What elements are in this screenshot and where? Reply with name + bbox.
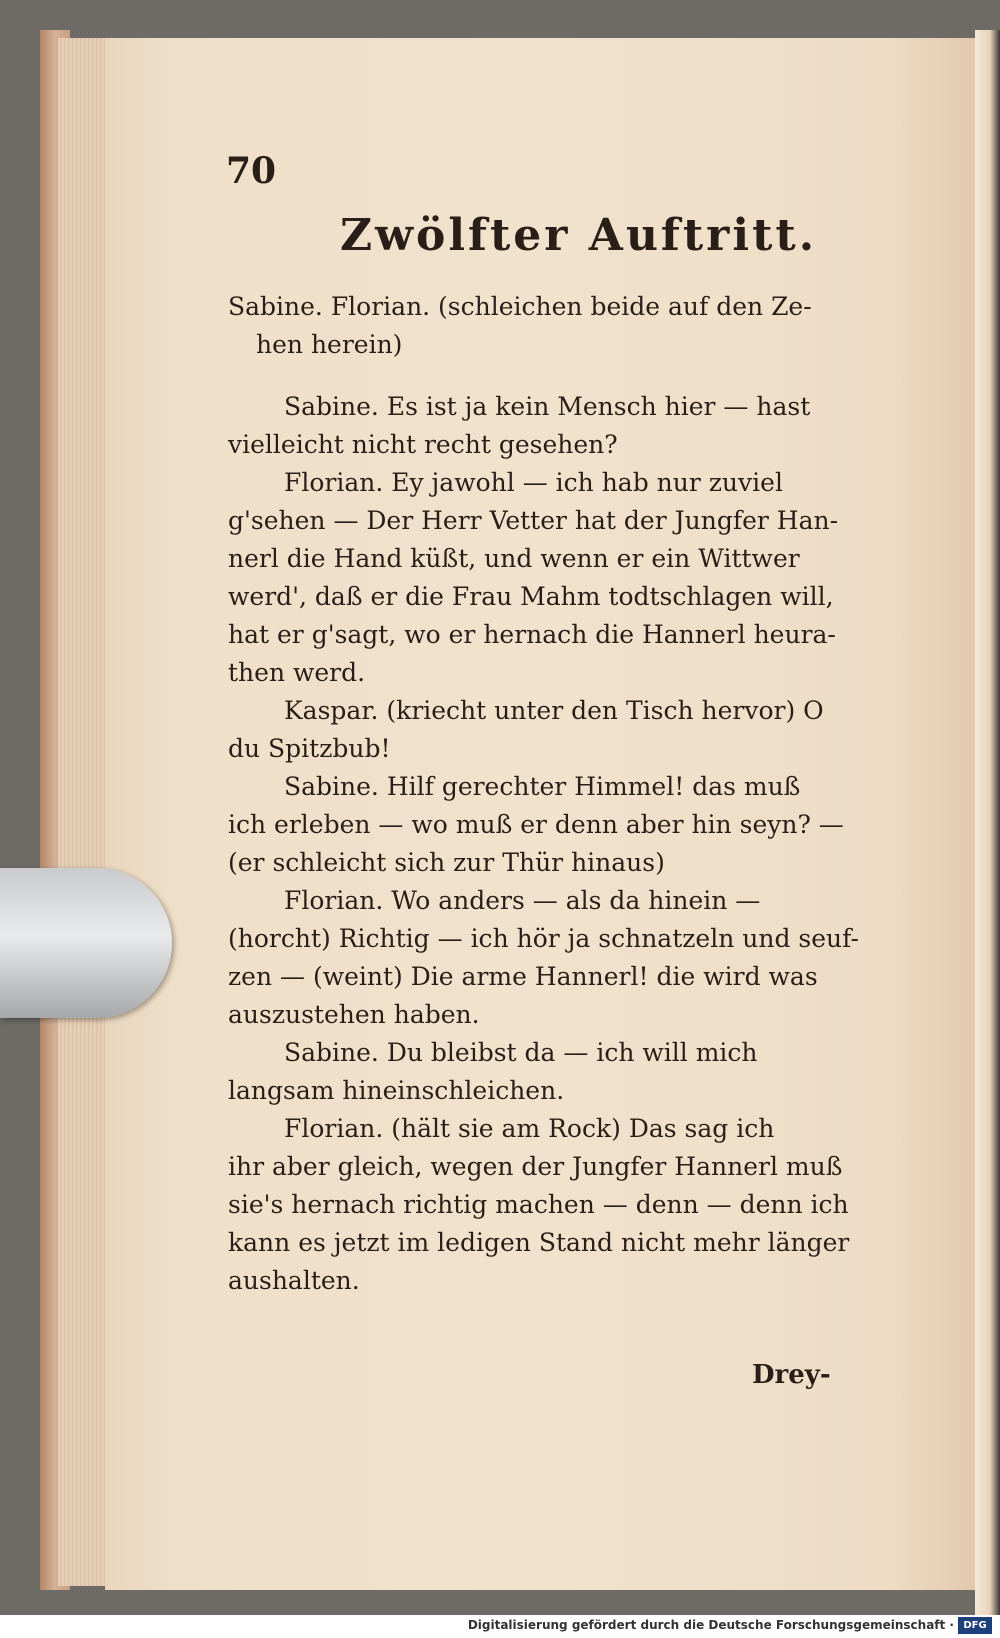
text-line: werd', daß er die Frau Mahm todtschlagen will, (228, 582, 834, 611)
text-line: (er schleicht sich zur Thür hinaus) (228, 848, 665, 877)
catchword: Drey- (752, 1360, 831, 1390)
footer-bar (0, 1615, 1000, 1638)
text-line: Sabine. Florian. (schleichen beide auf den Ze- (228, 292, 812, 321)
page-number: 70 (226, 150, 277, 192)
text-line: sie's hernach richtig machen — denn — denn ich (228, 1190, 849, 1219)
text-line: vielleicht nicht recht gesehen? (228, 430, 618, 459)
footer-credit: Digitalisierung gefördert durch die Deutsche Forschungsgemeinschaft · (467, 1618, 954, 1632)
text-line: Sabine. Es ist ja kein Mensch hier — hast (284, 392, 811, 421)
text-line: auszustehen haben. (228, 1000, 480, 1029)
text-line: Florian. Wo anders — als da hinein — (284, 886, 761, 915)
page-clamp (0, 868, 172, 1018)
text-line: hat er g'sagt, wo er hernach die Hannerl heura- (228, 620, 836, 649)
text-line: Sabine. Hilf gerechter Himmel! das muß (284, 772, 801, 801)
text-line: kann es jetzt im ledigen Stand nicht mehr länger (228, 1228, 850, 1257)
text-line: Florian. Ey jawohl — ich hab nur zuviel (284, 468, 783, 497)
text-block (228, 288, 812, 364)
text-line: g'sehen — Der Herr Vetter hat der Jungfer Han- (228, 506, 839, 535)
text-line: then werd. (228, 658, 366, 687)
text-line: ich erleben — wo muß er denn aber hin seyn? — (228, 810, 844, 839)
text-line: nerl die Hand küßt, und wenn er ein Wittwer (228, 544, 800, 573)
text-line: Kaspar. (kriecht unter den Tisch hervor) O (284, 696, 824, 725)
facing-page-edge (975, 30, 1000, 1615)
text-block (228, 388, 859, 1300)
dfg-logo: DFG (958, 1617, 992, 1634)
text-line: (horcht) Richtig — ich hör ja schnatzeln und seuf- (228, 924, 859, 953)
text-line: langsam hineinschleichen. (228, 1076, 565, 1105)
text-line: zen — (weint) Die arme Hannerl! die wird was (228, 962, 818, 991)
text-line: du Spitzbub! (228, 734, 391, 763)
text-line: hen herein) (256, 330, 403, 359)
text-line: Sabine. Du bleibst da — ich will mich (284, 1038, 758, 1067)
text-line: Florian. (hält sie am Rock) Das sag ich (284, 1114, 775, 1143)
scene-title: Zwölfter Auftritt. (340, 210, 818, 261)
text-line: ihr aber gleich, wegen der Jungfer Hannerl muß (228, 1152, 843, 1181)
text-line: aushalten. (228, 1266, 360, 1295)
